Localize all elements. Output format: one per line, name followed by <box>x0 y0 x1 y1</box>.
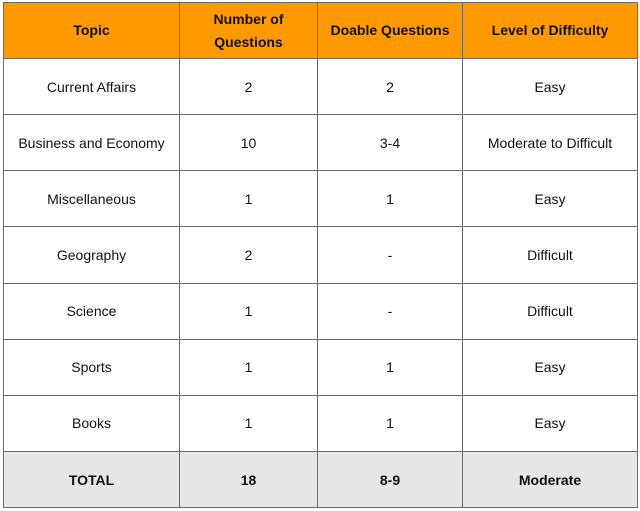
cell-doable: 1 <box>318 395 463 451</box>
table-row <box>4 339 638 395</box>
cell-topic: Current Affairs <box>4 59 180 115</box>
header-topic: Topic <box>4 3 180 59</box>
cell-topic: Books <box>4 395 180 451</box>
cell-difficulty: Easy <box>463 59 638 115</box>
cell-topic: Science <box>4 283 180 339</box>
header-doable-questions: Doable Questions <box>318 3 463 59</box>
cell-number: 2 <box>180 227 318 283</box>
header-level-of-difficulty: Level of Difficulty <box>463 3 638 59</box>
cell-difficulty: Moderate to Difficult <box>463 115 638 171</box>
cell-difficulty: Easy <box>463 171 638 227</box>
cell-doable: 2 <box>318 59 463 115</box>
cell-difficulty: Easy <box>463 395 638 451</box>
total-number: 18 <box>180 452 318 508</box>
total-doable: 8-9 <box>318 452 463 508</box>
header-number-of-questions: Number of Questions <box>180 3 318 59</box>
cell-difficulty: Easy <box>463 339 638 395</box>
cell-doable: 1 <box>318 171 463 227</box>
cell-topic: Geography <box>4 227 180 283</box>
header-row <box>4 3 638 59</box>
table-row <box>4 115 638 171</box>
table-row <box>4 171 638 227</box>
table-row <box>4 227 638 283</box>
cell-number: 10 <box>180 115 318 171</box>
cell-number: 2 <box>180 59 318 115</box>
cell-topic: Sports <box>4 339 180 395</box>
total-difficulty: Moderate <box>463 452 638 508</box>
cell-number: 1 <box>180 339 318 395</box>
total-label: TOTAL <box>4 452 180 508</box>
cell-doable: - <box>318 227 463 283</box>
cell-topic: Business and Economy <box>4 115 180 171</box>
cell-number: 1 <box>180 283 318 339</box>
cell-number: 1 <box>180 171 318 227</box>
table-row <box>4 59 638 115</box>
cell-topic: Miscellaneous <box>4 171 180 227</box>
total-row <box>4 452 638 508</box>
cell-doable: 1 <box>318 339 463 395</box>
exam-analysis-table <box>3 2 638 508</box>
table-row <box>4 283 638 339</box>
cell-difficulty: Difficult <box>463 227 638 283</box>
table-row <box>4 395 638 451</box>
cell-doable: 3-4 <box>318 115 463 171</box>
cell-number: 1 <box>180 395 318 451</box>
cell-difficulty: Difficult <box>463 283 638 339</box>
cell-doable: - <box>318 283 463 339</box>
